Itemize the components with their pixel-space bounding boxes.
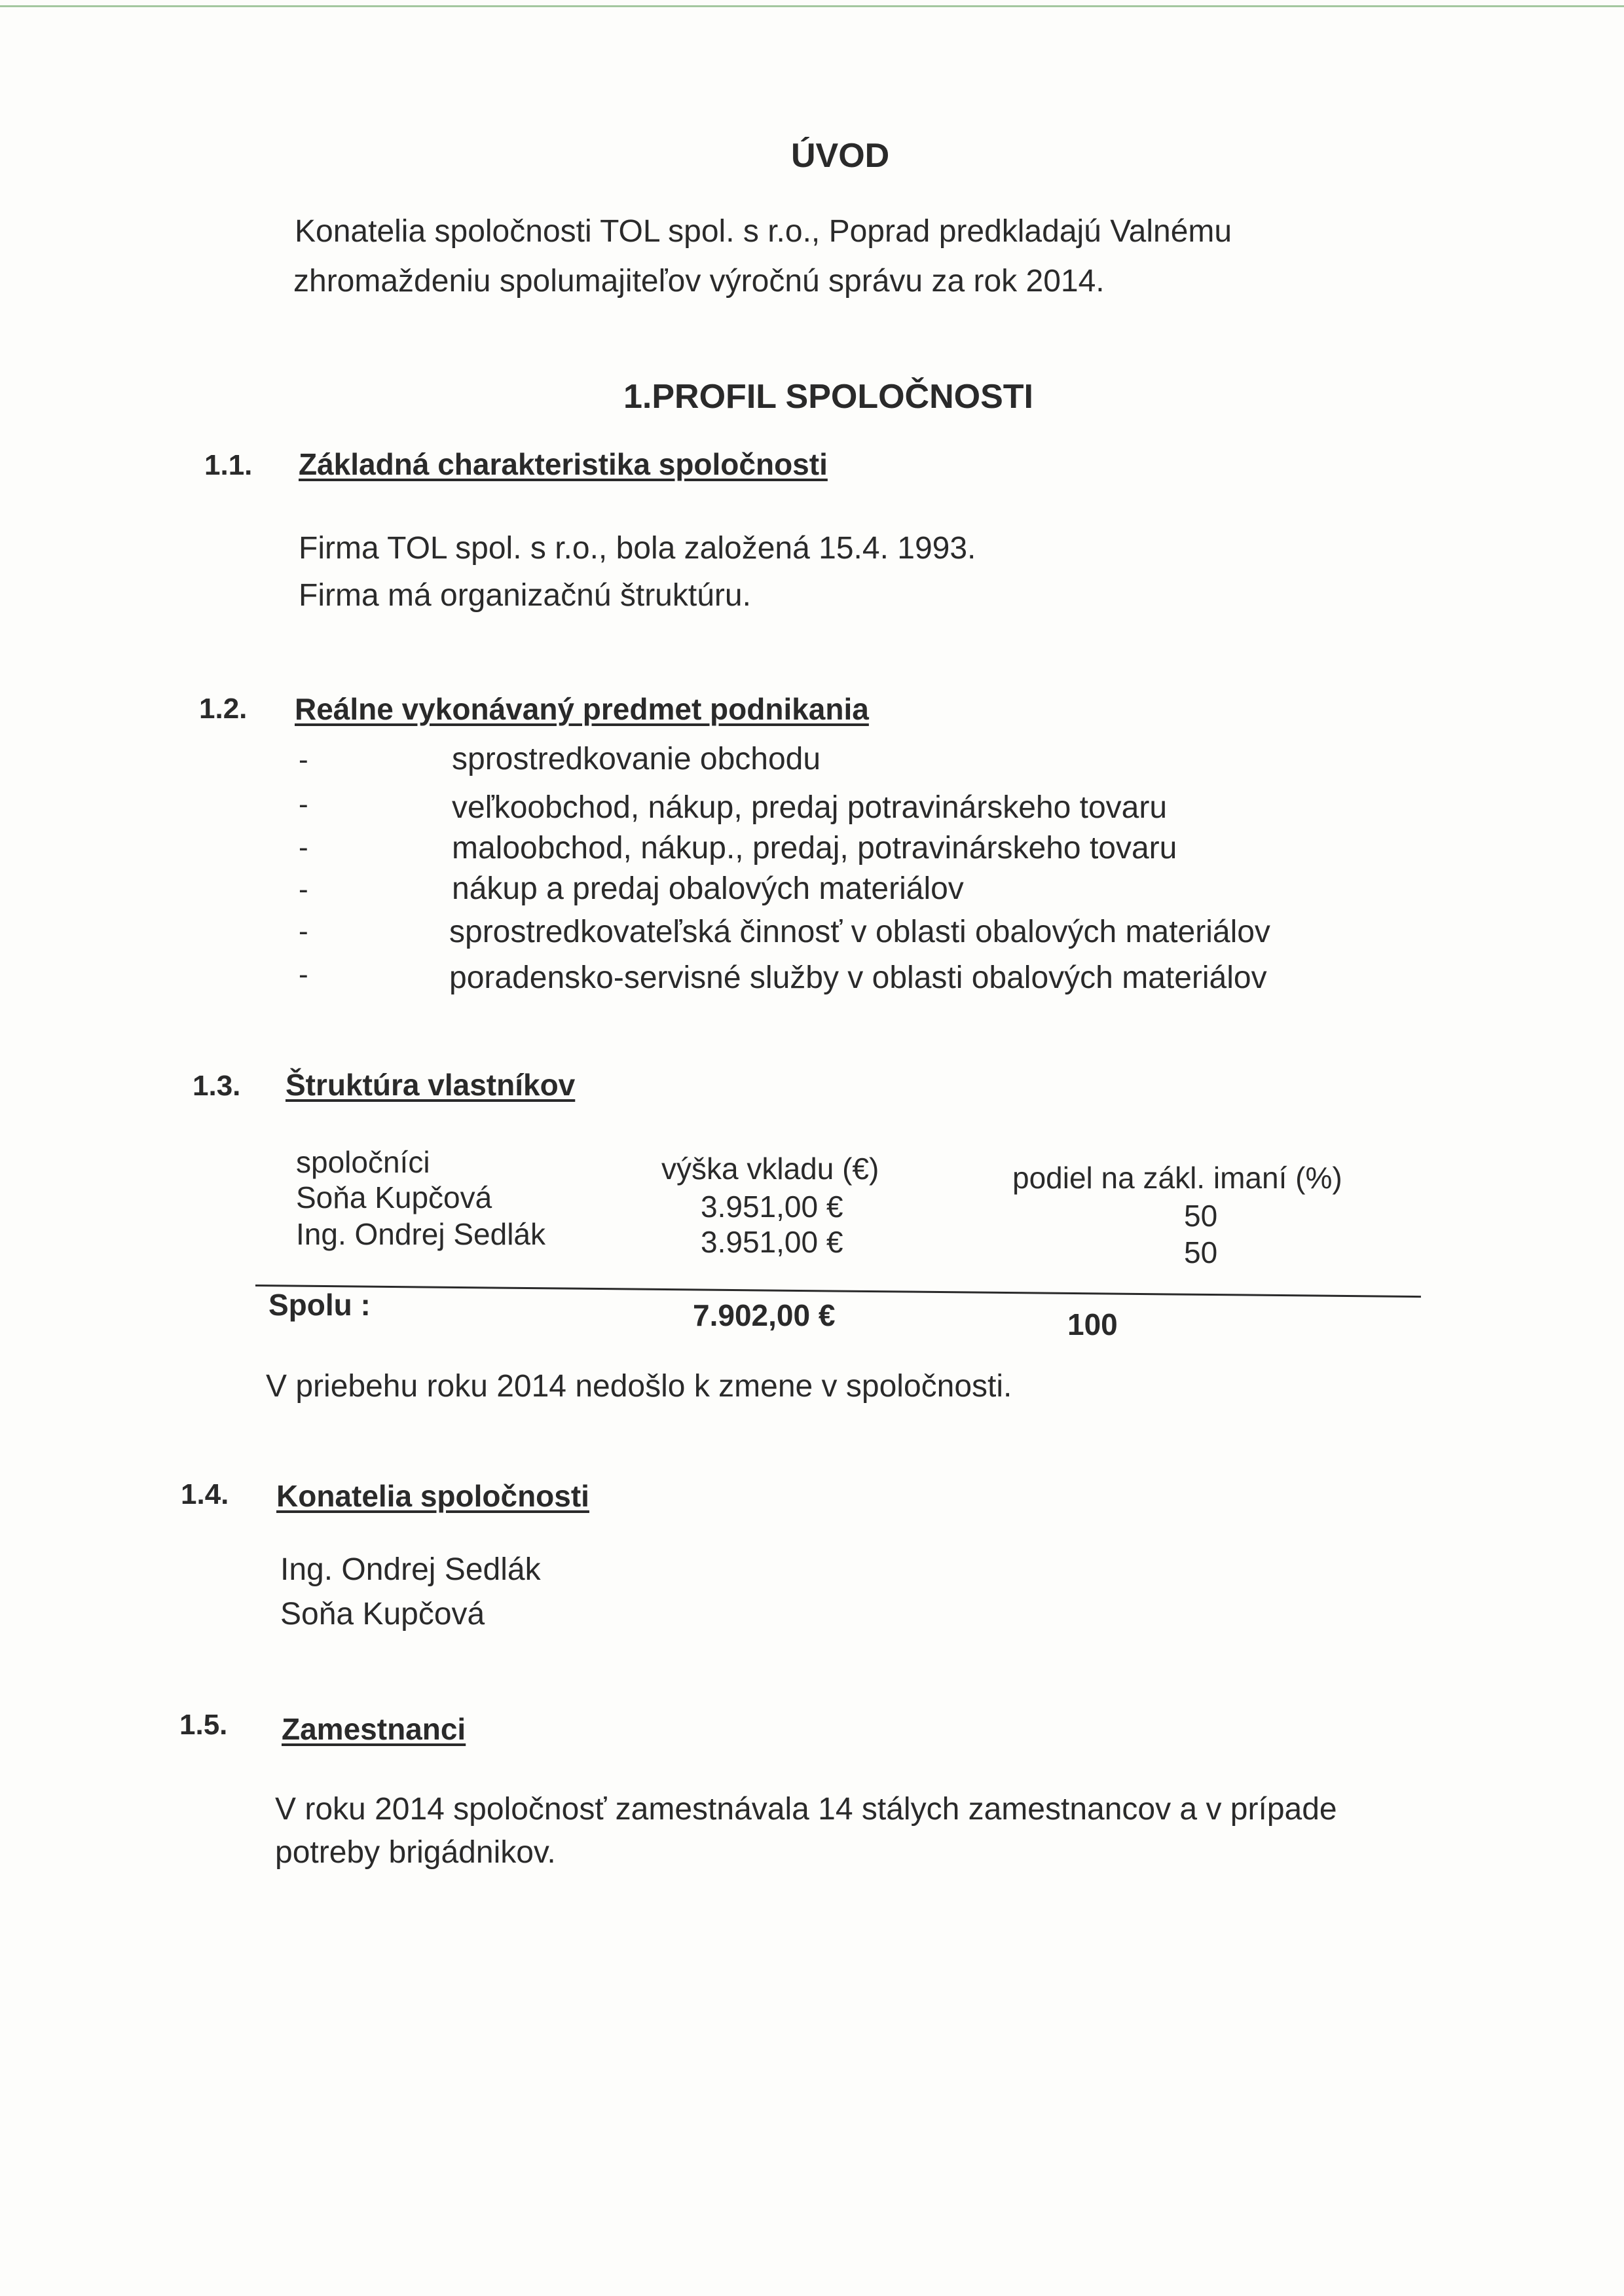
total-rule bbox=[255, 1285, 1421, 1298]
list-item: sprostredkovateľská činnosť v oblasti obalových materiálov bbox=[449, 915, 1270, 949]
intro-line-1: Konatelia spoločnosti TOL spol. s r.o., Poprad predkladajú Valnému bbox=[295, 214, 1232, 249]
section-1-3-title: Štruktúra vlastníkov bbox=[286, 1068, 576, 1102]
section-1-5-number: 1.5. bbox=[179, 1709, 228, 1741]
intro-line-2: zhromaždeniu spolumajiteľov výročnú správu za rok 2014. bbox=[293, 264, 1105, 299]
owner-amount: 3.951,00 € bbox=[701, 1190, 843, 1224]
list-item: poradensko-servisné služby v oblasti obalových materiálov bbox=[449, 960, 1267, 995]
section-1-5-title: Zamestnanci bbox=[282, 1712, 466, 1746]
list-item: sprostredkovanie obchodu bbox=[452, 742, 821, 776]
employees-line-1: V roku 2014 spoločnosť zamestnávala 14 stálych zamestnancov a v prípade bbox=[275, 1792, 1337, 1827]
total-share: 100 bbox=[1067, 1307, 1118, 1341]
employees-line-2: potreby brigádnikov. bbox=[275, 1835, 556, 1870]
list-bullet: - bbox=[299, 831, 308, 864]
page-top-edge bbox=[0, 5, 1624, 7]
intro-heading: ÚVOD bbox=[791, 137, 890, 175]
section-1-1-line-2: Firma má organizačnú štruktúru. bbox=[299, 578, 751, 613]
total-label: Spolu : bbox=[268, 1288, 371, 1322]
list-bullet: - bbox=[299, 915, 308, 947]
section-1-1-number: 1.1. bbox=[204, 449, 253, 481]
list-item: veľkoobchod, nákup, predaj potravinárskeho tovaru bbox=[452, 790, 1168, 825]
section-1-2-title: Reálne vykonávaný predmet podnikania bbox=[295, 692, 869, 726]
owner-amount: 3.951,00 € bbox=[701, 1225, 843, 1259]
section-1-2-number: 1.2. bbox=[199, 693, 248, 725]
owners-header-amount: výška vkladu (€) bbox=[661, 1152, 879, 1186]
list-bullet: - bbox=[299, 788, 308, 820]
owners-header-share: podiel na zákl. imaní (%) bbox=[1012, 1161, 1342, 1195]
owner-share: 50 bbox=[1184, 1199, 1218, 1233]
executive-name: Ing. Ondrej Sedlák bbox=[280, 1552, 541, 1587]
owner-share: 50 bbox=[1184, 1235, 1218, 1269]
owners-header-partners: spoločníci bbox=[296, 1145, 430, 1179]
total-amount: 7.902,00 € bbox=[693, 1298, 836, 1332]
section-1-3-number: 1.3. bbox=[193, 1070, 241, 1102]
list-bullet: - bbox=[299, 958, 308, 991]
owner-name: Soňa Kupčová bbox=[296, 1180, 492, 1214]
list-bullet: - bbox=[299, 873, 308, 905]
list-bullet: - bbox=[299, 744, 308, 776]
list-item: nákup a predaj obalových materiálov bbox=[452, 871, 964, 906]
executive-name: Soňa Kupčová bbox=[280, 1597, 485, 1631]
list-item: maloobchod, nákup., predaj, potravinárskeho tovaru bbox=[452, 831, 1177, 866]
section-1-1-title: Základná charakteristika spoločnosti bbox=[299, 447, 828, 481]
profile-title: 1.PROFIL SPOLOČNOSTI bbox=[623, 378, 1034, 416]
owners-note: V priebehu roku 2014 nedošlo k zmene v spoločnosti. bbox=[266, 1369, 1012, 1404]
owner-name: Ing. Ondrej Sedlák bbox=[296, 1217, 546, 1251]
section-1-1-line-1: Firma TOL spol. s r.o., bola založená 15.4. 1993. bbox=[299, 531, 976, 566]
section-1-4-title: Konatelia spoločnosti bbox=[276, 1479, 589, 1513]
section-1-4-number: 1.4. bbox=[181, 1478, 229, 1510]
